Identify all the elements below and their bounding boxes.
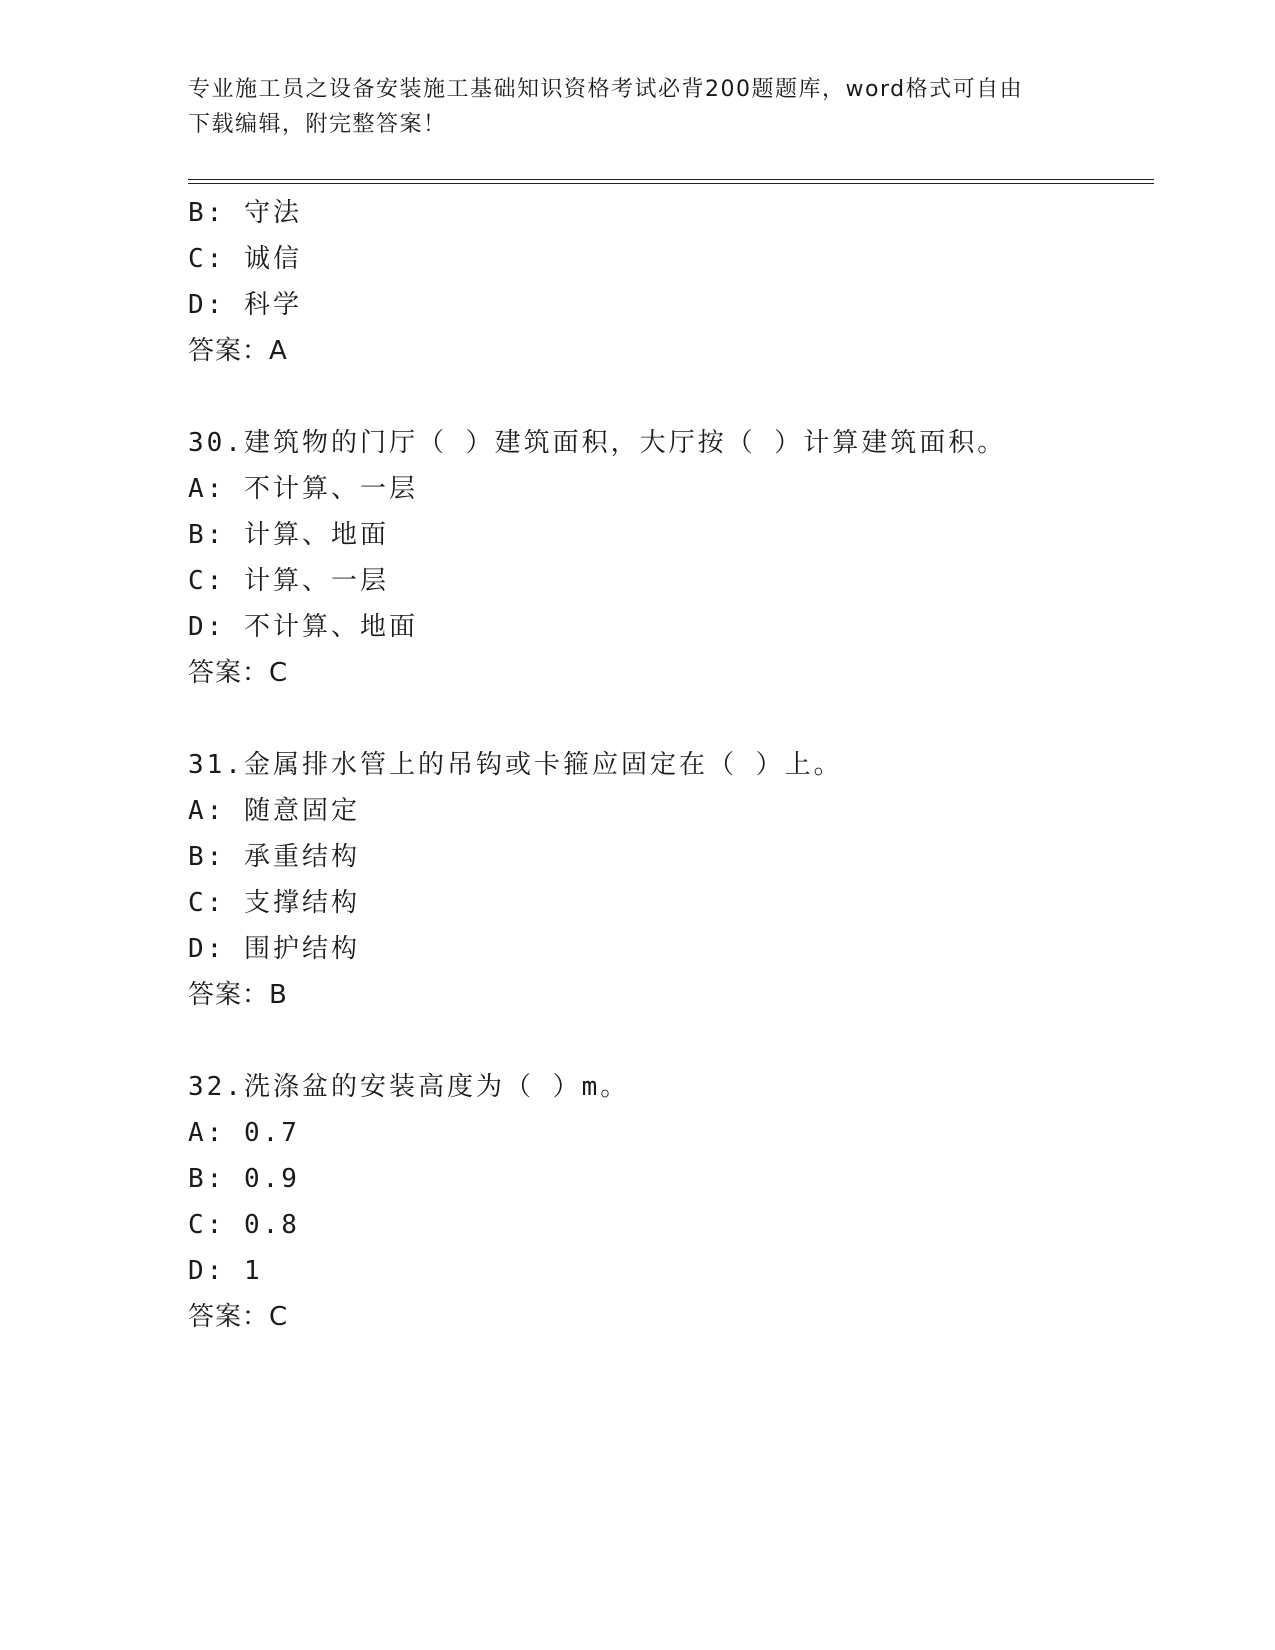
answer-line: 答案：C: [188, 1302, 289, 1332]
answer-line: 答案：A: [188, 336, 288, 366]
header-divider-bottom: [188, 183, 1154, 184]
option-d: D: 不计算、地面: [188, 612, 418, 642]
header-divider-top: [188, 179, 1154, 180]
spacer: [188, 1018, 1148, 1064]
header-title-line-2: 下载编辑，附完整答案！: [188, 112, 447, 137]
option-a: A: 0.7: [188, 1118, 300, 1148]
question-text: 32.洗涤盆的安装高度为（ ）m。: [188, 1072, 630, 1102]
option-c: C: 诚信: [188, 244, 302, 274]
option-a: A: 随意固定: [188, 796, 360, 826]
option-a: A: 不计算、一层: [188, 474, 418, 504]
question-text: 31.金属排水管上的吊钩或卡箍应固定在（ ）上。: [188, 750, 843, 780]
option-b: B: 计算、地面: [188, 520, 389, 550]
question-32: [188, 1064, 1148, 1340]
option-b: B: 承重结构: [188, 842, 360, 872]
option-c: C: 支撑结构: [188, 888, 360, 918]
option-c: C: 0.8: [188, 1210, 300, 1240]
option-b: B: 0.9: [188, 1164, 300, 1194]
answer-line: 答案：C: [188, 658, 289, 688]
question-text: 30.建筑物的门厅（ ）建筑面积，大厅按（ ）计算建筑面积。: [188, 428, 1007, 458]
option-c: C: 计算、一层: [188, 566, 389, 596]
question-list: [188, 190, 1148, 1340]
spacer: [188, 374, 1148, 420]
question-31: [188, 742, 1148, 1018]
option-d: D: 围护结构: [188, 934, 360, 964]
answer-line: 答案：B: [188, 980, 288, 1010]
document-header: [188, 72, 1068, 142]
question-continued: [188, 190, 1148, 374]
question-30: [188, 420, 1148, 696]
header-title-line-1: 专业施工员之设备安装施工基础知识资格考试必背200题题库，word格式可自由: [188, 77, 1024, 102]
spacer: [188, 696, 1148, 742]
option-b: B: 守法: [188, 198, 302, 228]
option-d: D: 科学: [188, 290, 302, 320]
option-d: D: 1: [188, 1256, 263, 1286]
